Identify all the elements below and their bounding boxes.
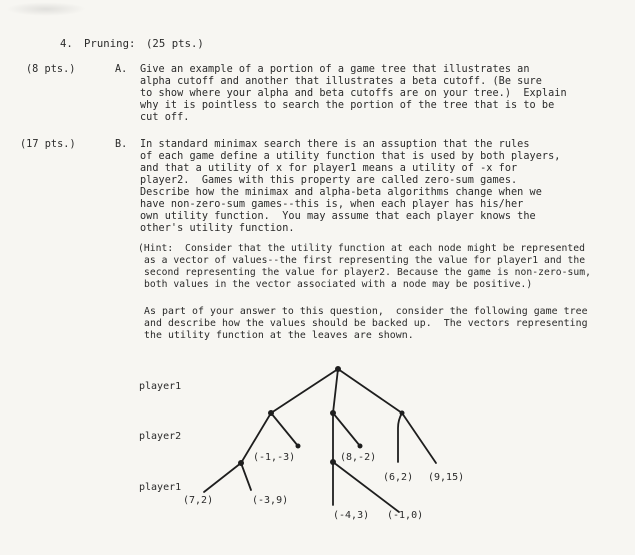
tree-node	[335, 366, 341, 372]
hint-line: as a vector of values--the first representing the value for player1 and the	[144, 255, 586, 266]
part-b-line: other's utility function.	[140, 223, 295, 234]
leaf-value: (9,15)	[428, 472, 465, 483]
part-b-line: In standard minimax search there is an assuption that the rules	[140, 139, 530, 150]
part-a-line: why it is pointless to search the portion of the tree that is to be	[140, 100, 555, 111]
tree-edge	[271, 369, 338, 413]
part-b-line: own utility function. You may assume that each player knows the	[140, 211, 536, 222]
tree-edge	[333, 462, 399, 512]
tree-edge	[241, 463, 251, 490]
tree-edge	[338, 369, 402, 413]
tree-edge	[333, 369, 338, 413]
leaf-value: (-4,3)	[333, 510, 370, 521]
answer-line: As part of your answer to this question, consider the following game tree	[144, 306, 588, 317]
question-number: 4.	[60, 38, 73, 50]
tree-node	[296, 444, 301, 449]
tree-edge	[204, 463, 241, 492]
level-label: player1	[139, 482, 182, 493]
tree-edge	[402, 413, 436, 463]
level-label: player2	[139, 431, 182, 442]
leaf-value: (-1,0)	[387, 510, 424, 521]
part-a-line: Give an example of a portion of a game tree that illustrates an	[140, 64, 530, 75]
part-a-line: to show where your alpha and beta cutoffs are on your tree.) Explain	[140, 88, 567, 99]
part-b-line: and that a utility of x for player1 means a utility of -x for	[140, 163, 518, 174]
level-label: player1	[139, 381, 182, 392]
leaf-value: (7,2)	[183, 495, 214, 506]
part-a-points: (8 pts.)	[26, 64, 76, 75]
tree-node	[400, 411, 405, 416]
tree-edge	[333, 413, 360, 446]
tree-node	[330, 410, 336, 416]
part-a-line: cut off.	[140, 112, 190, 123]
part-b-line: of each game define a utility function that is used by both players,	[140, 151, 561, 162]
hint-line: both values in the vector associated with a node may be positive.)	[144, 279, 533, 290]
part-a-letter: A.	[115, 64, 128, 75]
leaf-value: (-1,-3)	[253, 452, 296, 463]
part-b-points: (17 pts.)	[20, 139, 76, 150]
hint-line: (Hint: Consider that the utility function at each node might be represented	[138, 243, 586, 254]
part-b-line: player2. Games with this property are called zero-sum games.	[140, 175, 518, 186]
tree-edge	[271, 413, 298, 446]
tree-node	[358, 444, 363, 449]
question-title: Pruning:	[84, 38, 136, 50]
question-points: (25 pts.)	[146, 38, 204, 50]
tree-edge	[398, 413, 402, 462]
leaf-value: (-3,9)	[252, 495, 289, 506]
part-b-letter: B.	[115, 139, 128, 150]
tree-node	[330, 459, 336, 465]
tree-node	[268, 410, 274, 416]
part-b-line: have non-zero-sum games--this is, when each player has his/her	[140, 199, 524, 210]
tree-node	[238, 460, 244, 466]
part-a-line: alpha cutoff and another that illustrates a beta cutoff. (Be sure	[140, 76, 542, 87]
leaf-value: (6,2)	[383, 472, 414, 483]
leaf-value: (8,-2)	[340, 452, 377, 463]
hint-line: second representing the value for player2. Because the game is non-zero-sum,	[144, 267, 592, 278]
part-b-line: Describe how the minimax and alpha-beta algorithms change when we	[140, 187, 542, 198]
answer-line: and describe how the values should be backed up. The vectors representing	[144, 318, 588, 329]
answer-line: the utility function at the leaves are shown.	[144, 330, 414, 341]
